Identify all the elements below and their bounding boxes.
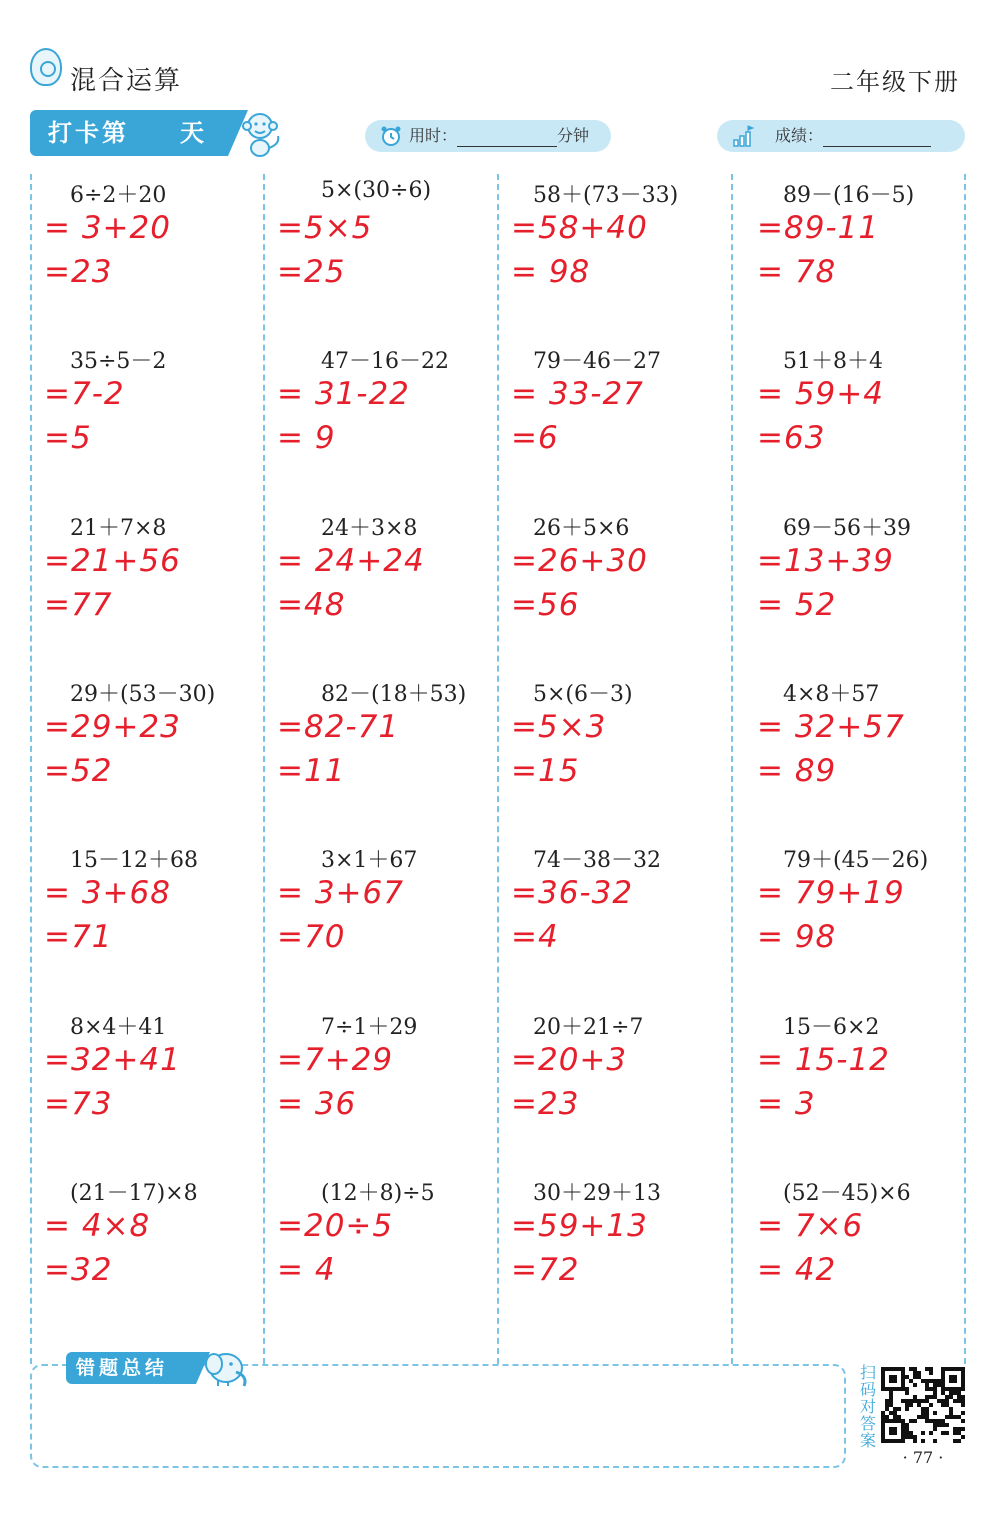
handwritten-step-2: =70 <box>277 919 346 955</box>
problem-expression: 79－46－27 <box>533 349 661 374</box>
problem-expression: 35÷5－2 <box>70 349 167 374</box>
score-blank[interactable] <box>823 126 931 147</box>
handwritten-step-1: =58+40 <box>511 210 648 246</box>
page-number: · 77 · <box>902 1448 944 1467</box>
handwritten-step-2: =4 <box>511 919 559 955</box>
handwritten-step-1: = 7×6 <box>757 1208 864 1244</box>
problem-cell <box>263 507 497 673</box>
checkin-label: 打卡第 <box>48 119 129 147</box>
problem-cell <box>30 1172 264 1338</box>
problem-cell <box>30 839 264 1005</box>
handwritten-step-2: = 89 <box>757 753 837 789</box>
qr-code-icon[interactable] <box>881 1367 965 1443</box>
problem-expression: 89－(16－5) <box>783 183 915 208</box>
handwritten-step-1: =5×3 <box>511 709 607 745</box>
problem-expression: (12＋8)÷5 <box>321 1181 435 1206</box>
problem-grid <box>30 174 966 1364</box>
problem-cell <box>30 1006 264 1172</box>
handwritten-step-2: =15 <box>511 753 580 789</box>
handwritten-step-2: = 36 <box>277 1086 357 1122</box>
time-field <box>365 120 611 152</box>
handwritten-step-1: = 31-22 <box>277 376 410 412</box>
handwritten-step-1: =7-2 <box>44 376 125 412</box>
score-field <box>717 120 965 152</box>
handwritten-step-1: = 15-12 <box>757 1042 890 1078</box>
handwritten-step-1: =36-32 <box>511 875 634 911</box>
scan-answer-text: 扫码对答案 <box>859 1363 876 1450</box>
handwritten-step-1: =59+13 <box>511 1208 648 1244</box>
handwritten-step-2: = 9 <box>277 420 336 456</box>
problem-cell <box>497 839 731 1005</box>
bar-chart-flag-icon <box>731 124 755 148</box>
handwritten-step-1: = 59+4 <box>757 376 884 412</box>
handwritten-step-2: = 98 <box>511 254 591 290</box>
handwritten-step-1: = 24+24 <box>277 543 425 579</box>
problem-expression: 4×8＋57 <box>783 682 880 707</box>
time-blank[interactable] <box>457 126 557 147</box>
handwritten-step-2: =48 <box>277 587 346 623</box>
time-label: 用时： <box>409 126 458 145</box>
problem-cell <box>497 1172 731 1338</box>
problem-cell <box>30 174 264 340</box>
handwritten-step-1: =29+23 <box>44 709 181 745</box>
problem-cell <box>731 174 965 340</box>
checkin-banner <box>30 110 228 156</box>
handwritten-step-2: = 52 <box>757 587 837 623</box>
problem-cell <box>497 507 731 673</box>
problem-cell <box>30 673 264 839</box>
handwritten-step-2: =63 <box>757 420 826 456</box>
problem-cell <box>731 839 965 1005</box>
problem-cell <box>263 1172 497 1338</box>
problem-cell <box>497 1006 731 1172</box>
problem-cell <box>731 507 965 673</box>
problem-expression: 26＋5×6 <box>533 516 630 541</box>
problem-cell <box>731 1172 965 1338</box>
lion-logo-icon <box>30 48 62 86</box>
handwritten-step-2: =25 <box>277 254 346 290</box>
handwritten-step-1: = 32+57 <box>757 709 905 745</box>
error-summary-label: 错题总结 <box>76 1357 169 1379</box>
problem-expression: 69－56＋39 <box>783 516 911 541</box>
handwritten-step-1: = 3+67 <box>277 875 404 911</box>
handwritten-step-1: =5×5 <box>277 210 373 246</box>
problem-expression: 5×(30÷6) <box>321 178 432 203</box>
problem-cell <box>731 673 965 839</box>
handwritten-step-1: =20÷5 <box>277 1208 394 1244</box>
problem-expression: 74－38－32 <box>533 848 661 873</box>
handwritten-step-1: =7+29 <box>277 1042 394 1078</box>
handwritten-step-2: =77 <box>44 587 113 623</box>
problem-cell <box>263 1006 497 1172</box>
problem-cell <box>263 340 497 506</box>
handwritten-step-1: = 4×8 <box>44 1208 151 1244</box>
problem-cell <box>731 340 965 506</box>
problem-expression: 30＋29＋13 <box>533 1181 661 1206</box>
problem-cell <box>731 1006 965 1172</box>
time-unit: 分钟 <box>557 126 590 145</box>
problem-cell <box>263 174 497 340</box>
handwritten-step-1: =13+39 <box>757 543 894 579</box>
problem-cell <box>263 839 497 1005</box>
handwritten-step-2: = 4 <box>277 1252 336 1288</box>
problem-cell <box>497 174 731 340</box>
handwritten-step-1: = 79+19 <box>757 875 905 911</box>
handwritten-step-1: =82-71 <box>277 709 400 745</box>
problem-expression: 8×4＋41 <box>70 1015 167 1040</box>
problem-expression: 79＋(45－26) <box>783 848 929 873</box>
handwritten-step-2: = 98 <box>757 919 837 955</box>
problem-expression: 58＋(73－33) <box>533 183 679 208</box>
problem-expression: 15－6×2 <box>783 1015 880 1040</box>
problem-expression: 20＋21÷7 <box>533 1015 644 1040</box>
problem-expression: 82－(18＋53) <box>321 682 467 707</box>
problem-cell <box>30 340 264 506</box>
problem-expression: 7÷1＋29 <box>321 1015 418 1040</box>
problem-expression: 21＋7×8 <box>70 516 167 541</box>
score-label: 成绩： <box>775 126 824 145</box>
book-title: 混合运算 <box>70 66 183 96</box>
handwritten-step-1: =26+30 <box>511 543 648 579</box>
handwritten-step-2: =52 <box>44 753 113 789</box>
problem-cell <box>497 340 731 506</box>
problem-expression: 51＋8＋4 <box>783 349 883 374</box>
handwritten-step-2: =5 <box>44 420 92 456</box>
page-header <box>0 0 1000 147</box>
checkin-day-label: 天 <box>180 119 207 147</box>
handwritten-step-2: =6 <box>511 420 559 456</box>
handwritten-step-2: =11 <box>277 753 346 789</box>
problem-expression: (21－17)×8 <box>70 1181 198 1206</box>
problem-expression: 6÷2＋20 <box>70 183 167 208</box>
handwritten-step-2: =23 <box>44 254 113 290</box>
error-summary-title <box>66 1352 196 1384</box>
handwritten-step-1: = 33-27 <box>511 376 644 412</box>
handwritten-step-2: =73 <box>44 1086 113 1122</box>
problem-expression: 15－12＋68 <box>70 848 198 873</box>
handwritten-step-1: = 3+20 <box>44 210 171 246</box>
handwritten-step-2: = 78 <box>757 254 837 290</box>
monkey-icon <box>236 108 284 158</box>
handwritten-step-2: =32 <box>44 1252 113 1288</box>
problem-expression: 29＋(53－30) <box>70 682 216 707</box>
handwritten-step-2: =56 <box>511 587 580 623</box>
handwritten-step-1: =20+3 <box>511 1042 628 1078</box>
problem-expression: 47－16－22 <box>321 349 449 374</box>
elephant-icon <box>198 1346 252 1388</box>
problem-expression: 24＋3×8 <box>321 516 418 541</box>
handwritten-step-2: = 3 <box>757 1086 816 1122</box>
grade-label: 二年级下册 <box>830 68 960 96</box>
problem-cell <box>263 673 497 839</box>
problem-cell <box>30 507 264 673</box>
handwritten-step-2: =72 <box>511 1252 580 1288</box>
problem-expression: 3×1＋67 <box>321 848 418 873</box>
handwritten-step-2: =23 <box>511 1086 580 1122</box>
alarm-clock-icon <box>379 124 403 148</box>
handwritten-step-2: =71 <box>44 919 113 955</box>
handwritten-step-1: =89-11 <box>757 210 880 246</box>
problem-expression: (52－45)×6 <box>783 1181 911 1206</box>
handwritten-step-1: =32+41 <box>44 1042 181 1078</box>
handwritten-step-1: = 3+68 <box>44 875 171 911</box>
problem-expression: 5×(6－3) <box>533 682 633 707</box>
problem-cell <box>497 673 731 839</box>
handwritten-step-1: =21+56 <box>44 543 181 579</box>
handwritten-step-2: = 42 <box>757 1252 837 1288</box>
